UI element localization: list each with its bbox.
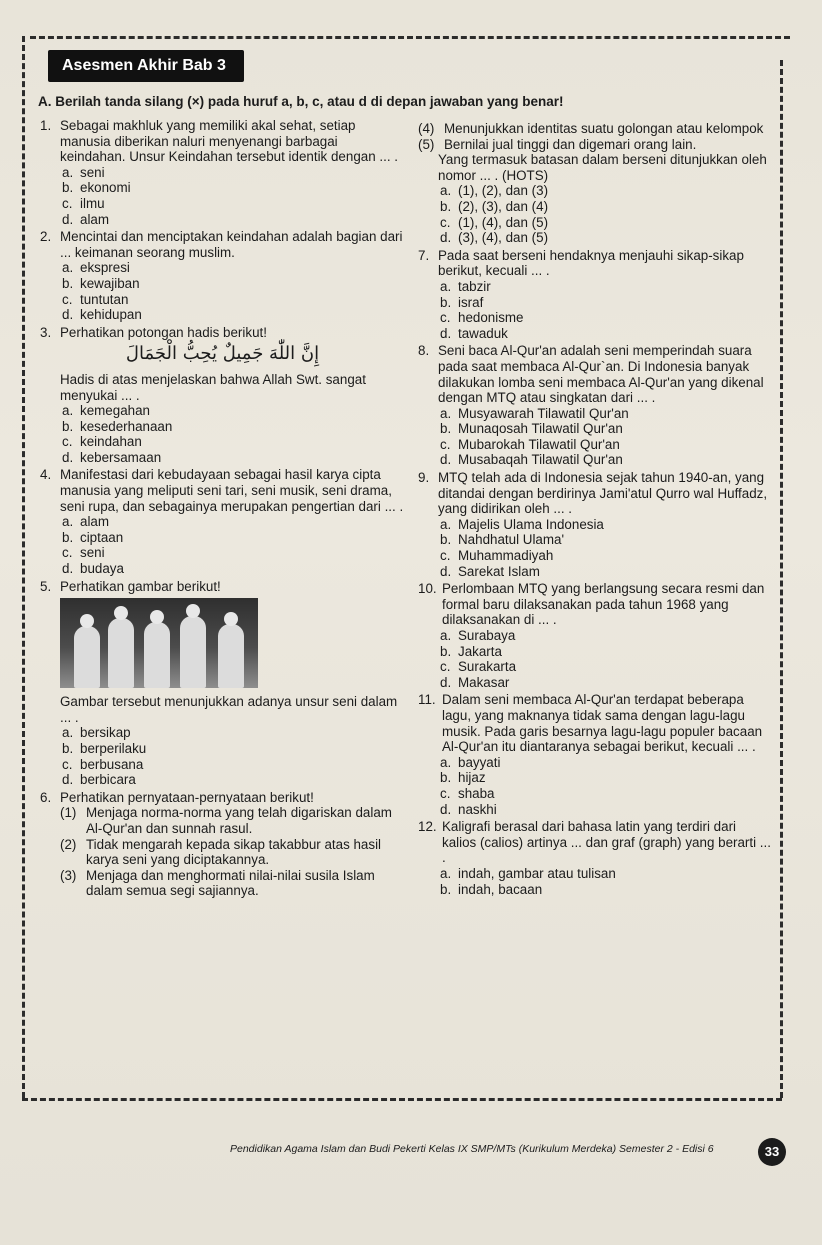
question-text: Seni baca Al-Qur'an adalah seni memperindah suara pada saat membaca Al-Qur`an. Di Indonesia banyak dilakukan lomba seni membaca Al-Qur'an yang dikenal dengan MTQ atau singkatan dari ... . xyxy=(438,343,764,406)
option-a[interactable]: a. indah, gambar atau tulisan xyxy=(440,865,616,881)
option-c[interactable]: c. berbusana xyxy=(62,756,144,772)
option-c[interactable]: c. Mubarokah Tilawatil Qur'an xyxy=(440,436,620,452)
question-number: 11. xyxy=(418,692,436,708)
option-d[interactable]: d. tawaduk xyxy=(440,325,508,341)
question-6 xyxy=(40,790,405,899)
option-c[interactable]: c. shaba xyxy=(440,785,495,801)
question-text: Perlombaan MTQ yang berlangsung secara resmi dan formal baru dilaksanakan pada tahun 1968 yang dilaksanakan di ... . xyxy=(442,581,765,628)
section-title: Asesmen Akhir Bab 3 xyxy=(48,50,244,82)
page-number: 33 xyxy=(758,1138,786,1166)
question-2 xyxy=(40,229,405,323)
question-text: Pada saat berseni hendaknya menjauhi sikap-sikap berikut, kecuali ... . xyxy=(438,247,744,279)
question-number: 7. xyxy=(418,247,430,263)
question-number: 1. xyxy=(40,118,52,133)
option-a[interactable]: a. seni xyxy=(62,164,105,180)
option-d[interactable]: d. (3), (4), dan (5) xyxy=(440,230,549,246)
photo-muslim-dancers xyxy=(60,598,258,688)
statement-4: (4) Menunjukkan identitas suatu golongan atau kelompok xyxy=(418,121,764,136)
question-number: 2. xyxy=(40,229,52,245)
option-d[interactable]: d. kebersamaan xyxy=(62,449,162,465)
question-8 xyxy=(418,343,773,468)
option-b[interactable]: b. ekonomi xyxy=(62,180,131,196)
option-d[interactable]: d. budaya xyxy=(62,561,124,577)
question-11 xyxy=(418,692,773,817)
option-d[interactable]: d. Musabaqah Tilawatil Qur'an xyxy=(440,452,623,468)
question-text: Mencintai dan menciptakan keindahan adalah bagian dari ... keimanan seorang muslim. xyxy=(60,229,403,260)
option-c[interactable]: c. (1), (4), dan (5) xyxy=(440,214,549,230)
question-12 xyxy=(418,819,773,897)
right-column xyxy=(418,121,773,899)
option-a[interactable]: a. alam xyxy=(62,514,110,530)
question-9 xyxy=(418,470,773,579)
option-d[interactable]: d. naskhi xyxy=(440,801,497,817)
option-b[interactable]: b. indah, bacaan xyxy=(440,881,543,897)
question-number: 9. xyxy=(418,470,430,486)
option-c[interactable]: c. tuntutan xyxy=(62,291,129,307)
option-b[interactable]: b. Jakarta xyxy=(440,643,502,659)
question-number: 12. xyxy=(418,819,437,835)
option-a[interactable]: a. bersikap xyxy=(62,725,131,741)
question-text: MTQ telah ada di Indonesia sejak tahun 1940-an, yang ditandai dengan berdirinya Jami'atul Qurro wal Huffadz, yang didirikan oleh ... . xyxy=(438,470,768,517)
statement-2: (2) Tidak mengarah kepada sikap takabbur atas hasil karya seni yang diciptakannya. xyxy=(60,836,382,868)
statement-1: (1) Menjaga norma-norma yang telah digariskan dalam Al-Qur'an dan sunnah rasul. xyxy=(60,805,392,836)
hadith-arabic-text: إِنَّ اللّٰهَ جَمِيلٌ يُحِبُّ الْجَمَالَ xyxy=(125,343,320,365)
question-text: Yang termasuk batasan dalam berseni ditunjukkan oleh nomor ... . (HOTS) xyxy=(438,152,767,183)
question-number: 6. xyxy=(40,789,52,805)
statement-3: (3) Menjaga dan menghormati nilai-nilai susila Islam dalam semua segi sajiannya. xyxy=(60,867,375,899)
question-6-continued xyxy=(418,121,773,246)
option-b[interactable]: b. ciptaan xyxy=(62,529,124,545)
option-b[interactable]: b. (2), (3), dan (4) xyxy=(440,198,549,214)
option-d[interactable]: d. Sarekat Islam xyxy=(440,563,540,579)
option-a[interactable]: a. Majelis Ulama Indonesia xyxy=(440,516,604,532)
option-b[interactable]: b. berperilaku xyxy=(62,741,147,756)
question-text: Perhatikan potongan hadis berikut! xyxy=(60,324,267,340)
option-a[interactable]: a. bayyati xyxy=(440,754,501,770)
option-a[interactable]: a. (1), (2), dan (3) xyxy=(440,183,549,199)
instruction-text: A. Berilah tanda silang (×) pada huruf a, b, c, atau d di depan jawaban yang benar! xyxy=(38,94,564,109)
option-c[interactable]: c. Surakarta xyxy=(440,659,517,675)
option-b[interactable]: b. hijaz xyxy=(440,770,486,786)
question-10 xyxy=(418,581,773,690)
question-text-continued: Gambar tersebut menunjukkan adanya unsur seni dalam ... . xyxy=(60,694,398,725)
question-number: 10. xyxy=(418,581,437,597)
question-3 xyxy=(40,325,405,466)
frame-border-left xyxy=(22,36,25,1098)
option-b[interactable]: b. Munaqosah Tilawatil Qur'an xyxy=(440,421,623,437)
question-number: 5. xyxy=(40,578,52,594)
question-text: Dalam seni membaca Al-Qur'an terdapat beberapa lagu, yang maknanya tidak sama dengan lagu-lagu musik. Pada garis besarnya lagu-lagu populer bacaan Al-Qur'an itu diantaranya sebagai berikut, kecuali ... . xyxy=(442,692,763,755)
question-text: Manifestasi dari kebudayaan sebagai hasil karya cipta manusia yang meliputi seni tari, seni musik, seni drama, seni rupa, dan sebagainya merupakan pengertian dari ... . xyxy=(60,467,404,514)
option-a[interactable]: a. tabzir xyxy=(440,278,491,294)
question-text: Perhatikan pernyataan-pernyataan berikut! xyxy=(60,789,314,805)
option-d[interactable]: d. alam xyxy=(62,211,110,227)
dancer-figure xyxy=(180,616,206,688)
option-c[interactable]: c. ilmu xyxy=(62,195,105,211)
footer-book-title: Pendidikan Agama Islam dan Budi Pekerti Kelas IX SMP/MTs (Kurikulum Merdeka) Semester 2 - Edisi 6 xyxy=(230,1143,714,1155)
frame-border-top xyxy=(30,36,790,39)
question-text: Kaligrafi berasal dari bahasa latin yang terdiri dari kalios (calios) artinya ... dan graf (graph) yang berarti ... . xyxy=(442,819,771,866)
option-c[interactable]: c. keindahan xyxy=(62,434,142,450)
option-d[interactable]: d. Makasar xyxy=(440,674,510,690)
frame-border-bottom xyxy=(22,1098,782,1101)
option-b[interactable]: b. israf xyxy=(440,294,484,310)
option-c[interactable]: c. seni xyxy=(62,545,105,561)
left-column xyxy=(40,118,405,901)
question-text: Sebagai makhluk yang memiliki akal sehat, setiap manusia diberikan naluri menyenangi barbagai keindahan. Unsur Keindahan tersebut identik dengan ... . xyxy=(60,118,398,165)
option-d[interactable]: d. berbicara xyxy=(62,772,136,788)
option-b[interactable]: b. kesederhanaan xyxy=(62,418,173,434)
dancer-figure xyxy=(144,622,170,688)
frame-border-right xyxy=(780,60,783,1098)
question-text: Perhatikan gambar berikut! xyxy=(60,578,221,594)
option-b[interactable]: b. kewajiban xyxy=(62,275,140,291)
question-number: 4. xyxy=(40,467,52,483)
question-5 xyxy=(40,579,405,788)
question-number: 3. xyxy=(40,324,52,340)
question-number: 8. xyxy=(418,343,430,359)
option-c[interactable]: c. hedonisme xyxy=(440,310,524,326)
option-a[interactable]: a. Surabaya xyxy=(440,628,516,643)
dancer-figure xyxy=(218,624,244,688)
option-a[interactable]: a. Musyawarah Tilawatil Qur'an xyxy=(440,405,629,421)
option-c[interactable]: c. Muhammadiyah xyxy=(440,548,554,564)
statement-5: (5) Bernilai jual tinggi dan digemari orang lain. xyxy=(418,136,697,152)
dancer-figure xyxy=(108,618,134,688)
question-7 xyxy=(418,248,773,342)
question-text-continued: Hadis di atas menjelaskan bahwa Allah Swt. sangat menyukai ... . xyxy=(60,371,366,403)
option-d[interactable]: d. kehidupan xyxy=(62,307,142,323)
dancer-figure xyxy=(74,626,100,688)
option-a[interactable]: a. ekspresi xyxy=(62,260,130,276)
option-b[interactable]: b. Nahdhatul Ulama' xyxy=(440,532,565,548)
question-1 xyxy=(40,118,405,227)
question-4 xyxy=(40,467,405,576)
option-a[interactable]: a. kemegahan xyxy=(62,403,150,419)
